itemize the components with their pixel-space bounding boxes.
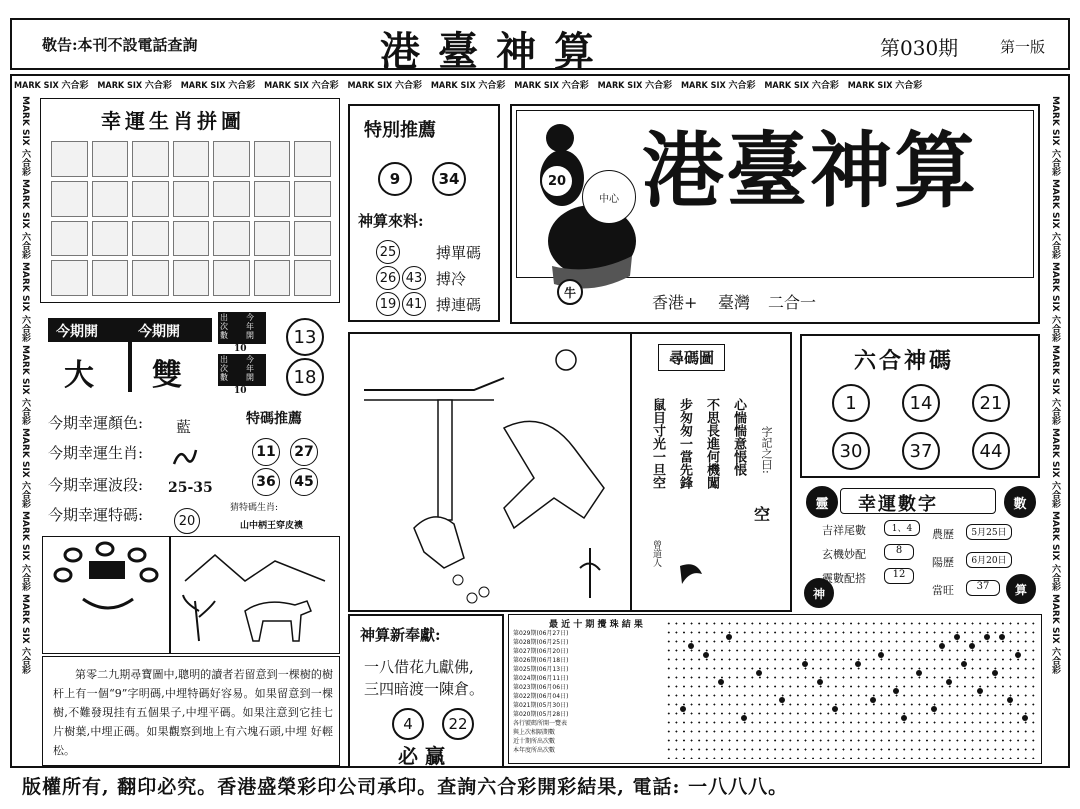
poem-col-4: 心惴惴意悵悵	[731, 398, 746, 476]
gift-number-2: 22	[442, 708, 474, 740]
puzzle-piece	[213, 141, 250, 177]
search-title: 尋碼圖	[658, 344, 725, 371]
mark-six-strip-item: MARK SIX 六合彩	[1050, 179, 1060, 262]
mark-six-strip-item: MARK SIX 六合彩	[20, 96, 30, 179]
lucky-section	[40, 398, 344, 533]
liuhe-number-6: 44	[972, 432, 1010, 470]
mark-six-strip-item: MARK SIX 六合彩	[430, 81, 509, 91]
puzzle-piece	[51, 260, 88, 296]
header-bar	[10, 18, 1070, 75]
result-ball-marker	[893, 688, 899, 694]
puzzle-piece	[132, 141, 169, 177]
puzzle-piece	[294, 221, 331, 257]
rec-number-2: 27	[290, 438, 318, 466]
puzzle-piece	[173, 181, 210, 217]
masthead-subtitle-a: 香港+	[652, 293, 698, 312]
edition-label: 第一版	[1000, 38, 1046, 56]
results-row-label: 第021期(05月30日)	[513, 702, 569, 709]
lucky-special-value: 20	[174, 508, 200, 534]
result-ball-marker	[1007, 697, 1013, 703]
results-row-label: 第020期(05月28日)	[513, 711, 569, 718]
lucky-special-label: 今期幸運特碼:	[48, 506, 144, 524]
puzzle-piece	[254, 221, 291, 257]
donkey-scene	[175, 541, 337, 649]
poem-col-3: 不思長進何機闖	[704, 398, 719, 489]
puzzle-piece	[213, 181, 250, 217]
lucky-numbers-box	[800, 484, 1040, 610]
lucky-right-1-value: 5月25日	[966, 524, 1012, 540]
masthead-box	[510, 104, 1040, 324]
mark-six-strip-item: MARK SIX 六合彩	[97, 81, 175, 91]
open-double: 雙	[152, 358, 182, 393]
puzzle-piece	[132, 260, 169, 296]
search-signer: 曾道人	[651, 540, 661, 567]
special-row3-num2: 41	[402, 292, 426, 316]
open-count-1: 10	[234, 344, 247, 354]
open-tag-1-text-b: 今年開	[246, 313, 254, 340]
results-title: 最 近 十 期 攪 珠 結 果	[549, 620, 643, 630]
lucky-color-value: 藍	[176, 418, 192, 436]
mark-six-strip-item: MARK SIX 六合彩	[14, 81, 92, 91]
mark-six-strip-item: MARK SIX 六合彩	[1050, 511, 1060, 594]
results-row-label: 第022期(06月04日)	[513, 693, 569, 700]
mark-six-strip-item: MARK SIX 六合彩	[597, 81, 675, 91]
hint-text: 第零二九期尋寶圖中,聰明的讀者若留意到一棵樹的樹杆上有一個“9”字明碼,中埋特碼好容易。如果留意到一棵樹,不難發現挂有五個果子,中埋平碼。如果注意到它挂七片樹葉,中埋正碼。如果觀察到地上有六塊石頭,中埋 好輕松。	[53, 668, 333, 757]
result-ball-marker	[726, 634, 732, 640]
results-row-label: 第023期(06月06日)	[513, 684, 569, 691]
open-tag-2-text: 出次數	[220, 355, 228, 382]
lucky-right-3-label: 當旺	[932, 584, 954, 597]
results-row-label: 第028期(06月25日)	[513, 639, 569, 646]
result-ball-marker	[680, 706, 686, 712]
results-box	[508, 614, 1042, 764]
puzzle-piece	[213, 221, 250, 257]
result-ball-marker	[855, 661, 861, 667]
result-ball-marker	[1022, 715, 1028, 721]
special-number-2: 34	[432, 162, 466, 196]
results-row-label: 第026期(06月18日)	[513, 657, 569, 664]
results-footer-label: 近十期所出次數	[513, 738, 556, 745]
lucky-wave-value: 25-35	[168, 480, 213, 496]
guess-hint: 山中柄王穿皮襖	[240, 521, 304, 531]
liuhe-title: 六合神碼	[854, 348, 955, 374]
special-row3-label: 搏連碼	[436, 296, 482, 314]
mark-six-strip-item: MARK SIX 六合彩	[180, 81, 259, 91]
liuhe-number-1: 1	[832, 384, 870, 422]
result-ball-marker	[984, 634, 990, 640]
rec-number-3: 36	[252, 468, 280, 496]
mark-six-strip-item: MARK SIX 六合彩	[764, 81, 842, 91]
puzzle-piece	[213, 260, 250, 296]
mark-six-strip-item: MARK SIX 六合彩	[1050, 96, 1060, 179]
puzzle-piece	[132, 181, 169, 217]
masthead-ox: 牛	[564, 286, 577, 300]
puzzle-piece	[92, 181, 129, 217]
footer-copyright: 版權所有, 翻印必究。香港盛榮彩印公司承印。查詢六合彩開彩結果, 電話: 一八八八。	[22, 776, 789, 798]
gift-line-1: 一八借花九獻佛,	[364, 658, 474, 676]
puzzle-piece	[51, 221, 88, 257]
special-row2-num1: 26	[376, 266, 400, 290]
zodiac-puzzle-grid	[51, 141, 331, 296]
mark-six-strip-item: MARK SIX 六合彩	[1050, 594, 1060, 674]
left-mark-six-strip	[16, 96, 32, 762]
shu-icon: 數	[1004, 486, 1036, 518]
header-title: 港臺神算	[380, 28, 612, 75]
lucky-right-2-value: 6月20日	[966, 552, 1012, 568]
result-ball-marker	[999, 634, 1005, 640]
gift-line-2: 三四暗渡一陳倉。	[364, 680, 485, 698]
hint-text-box	[42, 656, 340, 766]
result-ball-marker	[977, 688, 983, 694]
rec-number-4: 45	[290, 468, 318, 496]
result-ball-marker	[756, 670, 762, 676]
puzzle-piece	[51, 141, 88, 177]
result-ball-marker	[703, 652, 709, 658]
zodiac-puzzle-box	[40, 98, 340, 303]
top-mark-six-strip	[14, 78, 1034, 94]
special-row1-label: 搏單碼	[436, 244, 482, 262]
ling-icon: 靈	[806, 486, 838, 518]
open-big: 大	[64, 358, 94, 393]
liuhe-number-3: 21	[972, 384, 1010, 422]
puzzle-piece	[173, 260, 210, 296]
result-ball-marker	[870, 697, 876, 703]
result-ball-marker	[954, 634, 960, 640]
masthead-subtitle-b: 臺灣	[718, 293, 751, 312]
results-footer-label: 本年度所出次數	[513, 747, 556, 754]
lucky-numbers-title: 幸運數字	[858, 494, 938, 515]
result-ball-marker	[741, 715, 747, 721]
six-logo-icon	[53, 541, 163, 621]
moon-icon	[676, 560, 706, 586]
shen-icon: 神	[804, 578, 834, 608]
result-ball-marker	[916, 670, 922, 676]
search-poem	[648, 398, 748, 532]
result-ball-marker	[901, 715, 907, 721]
puzzle-piece	[92, 221, 129, 257]
mark-six-strip-item: MARK SIX 六合彩	[20, 594, 30, 674]
liuhe-box	[800, 334, 1040, 478]
header-notice: 敬告:本刊不設電話查詢	[42, 36, 198, 54]
lucky-left-1-label: 吉祥尾數	[822, 524, 866, 537]
lucky-left-2-value: 8	[884, 544, 914, 560]
open-tag-1-text: 出次數	[220, 313, 228, 340]
open-label-2: 今期開	[138, 324, 180, 340]
result-ball-marker	[969, 643, 975, 649]
puzzle-piece	[51, 181, 88, 217]
puzzle-piece	[294, 141, 331, 177]
snake-icon	[170, 444, 200, 468]
lucky-left-1-value: 1、4	[884, 520, 920, 536]
mark-six-strip-item: MARK SIX 六合彩	[20, 345, 30, 428]
poem-col-2: 步匆匆一當先鋒	[677, 398, 692, 489]
results-markers	[665, 619, 1039, 759]
open-tag-2	[218, 354, 266, 386]
mark-six-strip-item: MARK SIX 六合彩	[20, 511, 30, 594]
mark-six-strip-item: MARK SIX 六合彩	[1050, 428, 1060, 511]
suan-icon: 算	[1006, 574, 1036, 604]
open-label-1: 今期開	[56, 324, 98, 340]
puzzle-piece	[173, 221, 210, 257]
treasure-divider	[169, 537, 171, 653]
puzzle-piece	[92, 260, 129, 296]
liuhe-number-5: 37	[902, 432, 940, 470]
lucky-zodiac-label: 今期幸運生肖:	[48, 444, 144, 462]
mark-six-strip-item: MARK SIX 六合彩	[20, 428, 30, 511]
open-box	[46, 312, 336, 396]
special-row1-num: 25	[376, 240, 400, 264]
lucky-right-1-label: 農歷	[932, 528, 954, 541]
gift-box	[348, 614, 504, 768]
right-mark-six-strip	[1046, 96, 1062, 762]
result-ball-marker	[878, 652, 884, 658]
result-ball-marker	[1015, 652, 1021, 658]
gift-title: 神算新奉獻:	[360, 626, 441, 644]
mark-six-strip-item: MARK SIX 六合彩	[847, 81, 923, 91]
special-subtitle: 神算來料:	[358, 212, 424, 230]
search-divider	[630, 334, 632, 610]
masthead-stamp: 中心	[582, 170, 636, 224]
open-tag-2-text-b: 今年開	[246, 355, 254, 382]
puzzle-piece	[173, 141, 210, 177]
result-ball-marker	[779, 697, 785, 703]
masthead-badge: 20	[540, 164, 574, 198]
result-ball-marker	[946, 679, 952, 685]
open-number-2: 18	[286, 358, 324, 396]
special-title: 特別推薦	[364, 120, 436, 141]
search-note: 字記之曰:	[760, 426, 773, 474]
mark-six-strip-item: MARK SIX 六合彩	[347, 81, 425, 91]
results-footer-label: 各行號碼所開一覽表	[513, 720, 568, 727]
treasure-picture-box	[42, 536, 340, 654]
open-number-1: 13	[286, 318, 324, 356]
result-ball-marker	[718, 679, 724, 685]
open-divider	[128, 342, 132, 392]
lucky-left-2-label: 玄機妙配	[822, 548, 866, 561]
masthead-subtitle-c: 二合一	[768, 293, 817, 312]
gift-number-1: 4	[392, 708, 424, 740]
puzzle-piece	[294, 260, 331, 296]
issue-number: 第030期	[880, 36, 959, 60]
special-row3-num1: 19	[376, 292, 400, 316]
mark-six-strip-item: MARK SIX 六合彩	[20, 262, 30, 345]
open-count-2: 10	[234, 386, 247, 396]
rec-number-1: 11	[252, 438, 280, 466]
result-ball-marker	[931, 706, 937, 712]
zodiac-puzzle-title: 幸運生肖拼圖	[101, 109, 245, 133]
mark-six-strip-item: MARK SIX 六合彩	[1050, 345, 1060, 428]
lucky-left-3-value: 12	[884, 568, 914, 584]
results-labels	[513, 629, 663, 755]
special-number-1: 9	[378, 162, 412, 196]
poem-col-1: 鼠目寸光一旦空	[650, 398, 665, 489]
rec-title: 特碼推薦	[246, 411, 302, 427]
mark-six-strip-item: MARK SIX 六合彩	[681, 81, 759, 91]
result-ball-marker	[992, 670, 998, 676]
puzzle-piece	[294, 181, 331, 217]
lucky-wave-label: 今期幸運波段:	[48, 476, 144, 494]
mark-six-strip-item: MARK SIX 六合彩	[514, 81, 592, 91]
result-ball-marker	[939, 643, 945, 649]
puzzle-piece	[254, 141, 291, 177]
lucky-color-label: 今期幸運顏色:	[48, 414, 144, 432]
lucky-right-3-value: 37	[966, 580, 1000, 596]
liuhe-number-2: 14	[902, 384, 940, 422]
search-picture-box	[348, 332, 792, 612]
lucky-left-3-label: 靈數配搭	[822, 572, 866, 585]
search-answer: 空	[754, 505, 771, 524]
mark-six-strip-item: MARK SIX 六合彩	[264, 81, 342, 91]
mark-six-strip-item: MARK SIX 六合彩	[1050, 262, 1060, 345]
gift-footer: 必 贏	[398, 744, 445, 768]
special-row2-label: 搏冷	[436, 270, 467, 288]
masthead-title: 港臺神算	[642, 123, 979, 219]
guess-label: 猜特碼生肖:	[230, 503, 279, 513]
lucky-right-2-label: 陽歷	[932, 556, 954, 569]
results-footer-label: 與上次相隔期數	[513, 729, 556, 736]
puzzle-piece	[254, 181, 291, 217]
mark-six-strip-item: MARK SIX 六合彩	[20, 179, 30, 262]
result-ball-marker	[688, 643, 694, 649]
result-ball-marker	[817, 679, 823, 685]
results-row-label: 第024期(06月11日)	[513, 675, 569, 682]
special-recommend-box	[348, 104, 500, 322]
puzzle-piece	[254, 260, 291, 296]
results-row-label: 第027期(06月20日)	[513, 648, 569, 655]
results-row-label: 第025期(06月13日)	[513, 666, 569, 673]
liuhe-number-4: 30	[832, 432, 870, 470]
results-row-label: 第029期(06月27日)	[513, 630, 569, 637]
result-ball-marker	[832, 706, 838, 712]
puzzle-piece	[132, 221, 169, 257]
special-row2-num2: 43	[402, 266, 426, 290]
open-tag-1	[218, 312, 266, 344]
result-ball-marker	[961, 661, 967, 667]
puzzle-piece	[92, 141, 129, 177]
result-ball-marker	[802, 661, 808, 667]
hunt-illustration	[354, 338, 628, 606]
